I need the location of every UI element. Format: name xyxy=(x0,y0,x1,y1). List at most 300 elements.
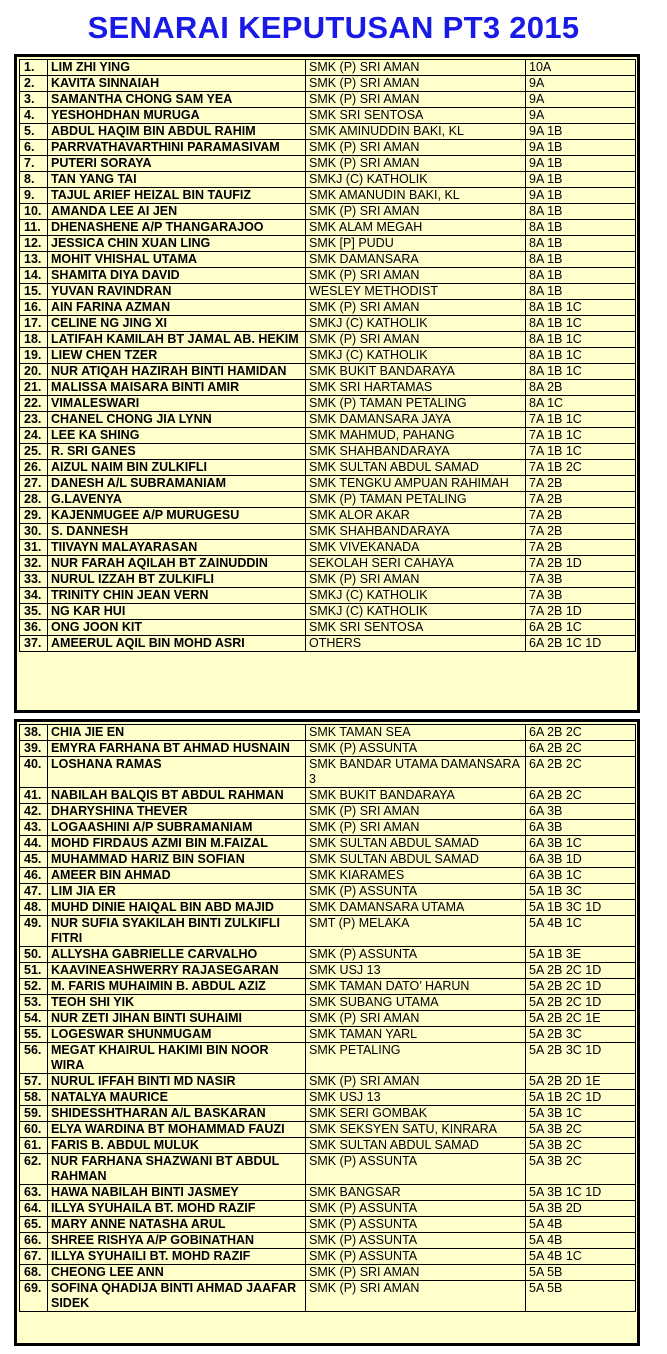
table-row xyxy=(20,1265,636,1281)
student-name: DHARYSHINA THEVER xyxy=(48,804,306,820)
exam-result: 7A 2B xyxy=(526,492,636,508)
table-row xyxy=(20,380,636,396)
exam-result: 7A 1B 1C xyxy=(526,444,636,460)
student-name: AMANDA LEE AI JEN xyxy=(48,204,306,220)
school-name: SMK SHAHBANDARAYA xyxy=(306,524,526,540)
table-row xyxy=(20,1122,636,1138)
table-row xyxy=(20,1281,636,1312)
student-name: CHANEL CHONG JIA LYNN xyxy=(48,412,306,428)
student-name: SHAMITA DIYA DAVID xyxy=(48,268,306,284)
row-number: 20. xyxy=(20,364,48,380)
school-name: SMK (P) ASSUNTA xyxy=(306,1217,526,1233)
school-name: SMK (P) SRI AMAN xyxy=(306,1281,526,1312)
row-number: 56. xyxy=(20,1043,48,1074)
table-row xyxy=(20,804,636,820)
table-row xyxy=(20,460,636,476)
school-name: SMK (P) TAMAN PETALING xyxy=(306,396,526,412)
exam-result: 6A 2B 2C xyxy=(526,788,636,804)
exam-result: 6A 2B 2C xyxy=(526,725,636,741)
student-name: NUR ATIQAH HAZIRAH BINTI HAMIDAN xyxy=(48,364,306,380)
table-row xyxy=(20,444,636,460)
row-number: 26. xyxy=(20,460,48,476)
table-row xyxy=(20,428,636,444)
school-name: SMK SULTAN ABDUL SAMAD xyxy=(306,1138,526,1154)
row-number: 60. xyxy=(20,1122,48,1138)
row-number: 18. xyxy=(20,332,48,348)
school-name: OTHERS xyxy=(306,636,526,652)
row-number: 16. xyxy=(20,300,48,316)
school-name: SMK BUKIT BANDARAYA xyxy=(306,364,526,380)
exam-result: 5A 2B 2D 1E xyxy=(526,1074,636,1090)
exam-result: 5A 2B 2C 1E xyxy=(526,1011,636,1027)
table-row xyxy=(20,636,636,652)
table-row xyxy=(20,220,636,236)
exam-result: 5A 2B 2C 1D xyxy=(526,995,636,1011)
row-number: 68. xyxy=(20,1265,48,1281)
table-row xyxy=(20,268,636,284)
table-row xyxy=(20,836,636,852)
student-name: AMEERUL AQIL BIN MOHD ASRI xyxy=(48,636,306,652)
table-row xyxy=(20,284,636,300)
exam-result: 5A 2B 2C 1D xyxy=(526,979,636,995)
row-number: 35. xyxy=(20,604,48,620)
student-name: AIZUL NAIM BIN ZULKIFLI xyxy=(48,460,306,476)
exam-result: 8A 1B xyxy=(526,252,636,268)
exam-result: 5A 2B 3C 1D xyxy=(526,1043,636,1074)
school-name: SMK (P) SRI AMAN xyxy=(306,156,526,172)
student-name: NABILAH BALQIS BT ABDUL RAHMAN xyxy=(48,788,306,804)
row-number: 52. xyxy=(20,979,48,995)
school-name: SMK SHAHBANDARAYA xyxy=(306,444,526,460)
exam-result: 7A 2B 1D xyxy=(526,556,636,572)
school-name: SMK PETALING xyxy=(306,1043,526,1074)
student-name: G.LAVENYA xyxy=(48,492,306,508)
table-row xyxy=(20,1185,636,1201)
row-number: 43. xyxy=(20,820,48,836)
results-table-part-1 xyxy=(14,54,640,713)
table-row xyxy=(20,900,636,916)
school-name: SMK (P) ASSUNTA xyxy=(306,947,526,963)
student-name: MUHD DINIE HAIQAL BIN ABD MAJID xyxy=(48,900,306,916)
school-name: SMK USJ 13 xyxy=(306,1090,526,1106)
exam-result: 9A 1B xyxy=(526,156,636,172)
exam-result: 6A 2B 1C 1D xyxy=(526,636,636,652)
exam-result: 8A 1B 1C xyxy=(526,316,636,332)
exam-result: 5A 4B xyxy=(526,1217,636,1233)
table-row xyxy=(20,76,636,92)
student-name: NATALYA MAURICE xyxy=(48,1090,306,1106)
student-name: MUHAMMAD HARIZ BIN SOFIAN xyxy=(48,852,306,868)
student-name: MOHIT VHISHAL UTAMA xyxy=(48,252,306,268)
school-name: SMKJ (C) KATHOLIK xyxy=(306,172,526,188)
row-number: 45. xyxy=(20,852,48,868)
school-name: SMK ALAM MEGAH xyxy=(306,220,526,236)
exam-result: 7A 3B xyxy=(526,588,636,604)
row-number: 62. xyxy=(20,1154,48,1185)
student-name: TIIVAYN MALAYARASAN xyxy=(48,540,306,556)
student-name: TEOH SHI YIK xyxy=(48,995,306,1011)
exam-result: 7A 1B 1C xyxy=(526,428,636,444)
school-name: SMK (P) SRI AMAN xyxy=(306,1265,526,1281)
results-table-1 xyxy=(19,59,636,652)
row-number: 14. xyxy=(20,268,48,284)
student-name: CHIA JIE EN xyxy=(48,725,306,741)
row-number: 58. xyxy=(20,1090,48,1106)
school-name: SMK (P) SRI AMAN xyxy=(306,140,526,156)
school-name: SMK AMANUDIN BAKI, KL xyxy=(306,188,526,204)
table-row xyxy=(20,556,636,572)
student-name: SHREE RISHYA A/P GOBINATHAN xyxy=(48,1233,306,1249)
student-name: TAJUL ARIEF HEIZAL BIN TAUFIZ xyxy=(48,188,306,204)
row-number: 54. xyxy=(20,1011,48,1027)
exam-result: 5A 3B 2C xyxy=(526,1122,636,1138)
row-number: 25. xyxy=(20,444,48,460)
school-name: SMK SRI SENTOSA xyxy=(306,108,526,124)
school-name: SMK [P] PUDU xyxy=(306,236,526,252)
row-number: 28. xyxy=(20,492,48,508)
table-row xyxy=(20,92,636,108)
exam-result: 8A 1B xyxy=(526,220,636,236)
student-name: NUR FARAH AQILAH BT ZAINUDDIN xyxy=(48,556,306,572)
table-row xyxy=(20,947,636,963)
row-number: 4. xyxy=(20,108,48,124)
row-number: 31. xyxy=(20,540,48,556)
exam-result: 5A 4B 1C xyxy=(526,916,636,947)
row-number: 33. xyxy=(20,572,48,588)
row-number: 66. xyxy=(20,1233,48,1249)
student-name: NUR ZETI JIHAN BINTI SUHAIMI xyxy=(48,1011,306,1027)
exam-result: 7A 2B 1D xyxy=(526,604,636,620)
table-row xyxy=(20,204,636,220)
row-number: 19. xyxy=(20,348,48,364)
row-number: 6. xyxy=(20,140,48,156)
exam-result: 9A 1B xyxy=(526,124,636,140)
table-row xyxy=(20,1154,636,1185)
student-name: LOGESWAR SHUNMUGAM xyxy=(48,1027,306,1043)
student-name: NUR SUFIA SYAKILAH BINTI ZULKIFLI FITRI xyxy=(48,916,306,947)
table-row xyxy=(20,156,636,172)
student-name: TRINITY CHIN JEAN VERN xyxy=(48,588,306,604)
school-name: SMK BUKIT BANDARAYA xyxy=(306,788,526,804)
school-name: SMK SULTAN ABDUL SAMAD xyxy=(306,852,526,868)
table-row xyxy=(20,995,636,1011)
student-name: CHEONG LEE ANN xyxy=(48,1265,306,1281)
student-name: ILLYA SYUHAILA BT. MOHD RAZIF xyxy=(48,1201,306,1217)
student-name: NG KAR HUI xyxy=(48,604,306,620)
school-name: SMK (P) SRI AMAN xyxy=(306,60,526,76)
row-number: 27. xyxy=(20,476,48,492)
row-number: 2. xyxy=(20,76,48,92)
row-number: 59. xyxy=(20,1106,48,1122)
student-name: LATIFAH KAMILAH BT JAMAL AB. HEKIM xyxy=(48,332,306,348)
exam-result: 5A 4B xyxy=(526,1233,636,1249)
table-row xyxy=(20,1074,636,1090)
row-number: 48. xyxy=(20,900,48,916)
row-number: 1. xyxy=(20,60,48,76)
school-name: SMK TENGKU AMPUAN RAHIMAH xyxy=(306,476,526,492)
student-name: LOGAASHINI A/P SUBRAMANIAM xyxy=(48,820,306,836)
school-name: SMK (P) SRI AMAN xyxy=(306,204,526,220)
school-name: SMK TAMAN YARL xyxy=(306,1027,526,1043)
table-row xyxy=(20,60,636,76)
results-table-part-2 xyxy=(14,719,640,1346)
exam-result: 8A 1B xyxy=(526,268,636,284)
student-name: LEE KA SHING xyxy=(48,428,306,444)
student-name: YESHOHDHAN MURUGA xyxy=(48,108,306,124)
student-name: DHENASHENE A/P THANGARAJOO xyxy=(48,220,306,236)
exam-result: 5A 3B 2D xyxy=(526,1201,636,1217)
student-name: NURUL IFFAH BINTI MD NASIR xyxy=(48,1074,306,1090)
exam-result: 5A 3B 2C xyxy=(526,1154,636,1185)
exam-result: 7A 2B xyxy=(526,476,636,492)
exam-result: 6A 2B 1C xyxy=(526,620,636,636)
table-row xyxy=(20,540,636,556)
school-name: SEKOLAH SERI CAHAYA xyxy=(306,556,526,572)
row-number: 49. xyxy=(20,916,48,947)
row-number: 42. xyxy=(20,804,48,820)
table-row xyxy=(20,316,636,332)
row-number: 23. xyxy=(20,412,48,428)
exam-result: 5A 2B 2C 1D xyxy=(526,963,636,979)
student-name: TAN YANG TAI xyxy=(48,172,306,188)
table-row xyxy=(20,1106,636,1122)
exam-result: 8A 1B xyxy=(526,284,636,300)
exam-result: 9A xyxy=(526,92,636,108)
exam-result: 5A 1B 3C 1D xyxy=(526,900,636,916)
student-name: CELINE NG JING XI xyxy=(48,316,306,332)
student-name: NURUL IZZAH BT ZULKIFLI xyxy=(48,572,306,588)
student-name: KAVITA SINNAIAH xyxy=(48,76,306,92)
student-name: LIM JIA ER xyxy=(48,884,306,900)
exam-result: 9A xyxy=(526,108,636,124)
row-number: 38. xyxy=(20,725,48,741)
student-name: SHIDESSHTHARAN A/L BASKARAN xyxy=(48,1106,306,1122)
row-number: 9. xyxy=(20,188,48,204)
exam-result: 5A 5B xyxy=(526,1281,636,1312)
school-name: SMK VIVEKANADA xyxy=(306,540,526,556)
school-name: SMK DAMANSARA UTAMA xyxy=(306,900,526,916)
school-name: SMK (P) ASSUNTA xyxy=(306,1154,526,1185)
table-row xyxy=(20,172,636,188)
row-number: 57. xyxy=(20,1074,48,1090)
student-name: MOHD FIRDAUS AZMI BIN M.FAIZAL xyxy=(48,836,306,852)
table-row xyxy=(20,588,636,604)
exam-result: 9A 1B xyxy=(526,188,636,204)
exam-result: 5A 1B 2C 1D xyxy=(526,1090,636,1106)
table-row xyxy=(20,852,636,868)
student-name: EMYRA FARHANA BT AHMAD HUSNAIN xyxy=(48,741,306,757)
student-name: PARRVATHAVARTHINI PARAMASIVAM xyxy=(48,140,306,156)
school-name: SMK ALOR AKAR xyxy=(306,508,526,524)
results-table-2 xyxy=(19,724,636,1312)
exam-result: 8A 1B xyxy=(526,204,636,220)
school-name: SMK (P) ASSUNTA xyxy=(306,1201,526,1217)
student-name: DANESH A/L SUBRAMANIAM xyxy=(48,476,306,492)
student-name: FARIS B. ABDUL MULUK xyxy=(48,1138,306,1154)
table-row xyxy=(20,300,636,316)
exam-result: 5A 4B 1C xyxy=(526,1249,636,1265)
student-name: VIMALESWARI xyxy=(48,396,306,412)
exam-result: 6A 3B 1D xyxy=(526,852,636,868)
row-number: 36. xyxy=(20,620,48,636)
exam-result: 7A 3B xyxy=(526,572,636,588)
student-name: KAAVINEASHWERRY RAJASEGARAN xyxy=(48,963,306,979)
table-row xyxy=(20,508,636,524)
student-name: ILLYA SYUHAILI BT. MOHD RAZIF xyxy=(48,1249,306,1265)
row-number: 64. xyxy=(20,1201,48,1217)
table-row xyxy=(20,1090,636,1106)
student-name: R. SRI GANES xyxy=(48,444,306,460)
school-name: SMKJ (C) KATHOLIK xyxy=(306,604,526,620)
table-row xyxy=(20,476,636,492)
row-number: 53. xyxy=(20,995,48,1011)
school-name: SMK SUBANG UTAMA xyxy=(306,995,526,1011)
student-name: JESSICA CHIN XUAN LING xyxy=(48,236,306,252)
table-row xyxy=(20,741,636,757)
row-number: 55. xyxy=(20,1027,48,1043)
school-name: SMK SERI GOMBAK xyxy=(306,1106,526,1122)
table-row xyxy=(20,788,636,804)
row-number: 47. xyxy=(20,884,48,900)
table-row xyxy=(20,524,636,540)
school-name: SMK SEKSYEN SATU, KINRARA xyxy=(306,1122,526,1138)
exam-result: 8A 1B 1C xyxy=(526,348,636,364)
table-row xyxy=(20,963,636,979)
school-name: SMK BANDAR UTAMA DAMANSARA 3 xyxy=(306,757,526,788)
school-name: SMK TAMAN SEA xyxy=(306,725,526,741)
student-name: LOSHANA RAMAS xyxy=(48,757,306,788)
student-name: LIEW CHEN TZER xyxy=(48,348,306,364)
row-number: 8. xyxy=(20,172,48,188)
table-row xyxy=(20,1201,636,1217)
exam-result: 5A 1B 3C xyxy=(526,884,636,900)
table-row xyxy=(20,572,636,588)
exam-result: 8A 1B 1C xyxy=(526,300,636,316)
row-number: 65. xyxy=(20,1217,48,1233)
exam-result: 7A 2B xyxy=(526,508,636,524)
table-row xyxy=(20,1043,636,1074)
row-number: 12. xyxy=(20,236,48,252)
row-number: 22. xyxy=(20,396,48,412)
school-name: SMT (P) MELAKA xyxy=(306,916,526,947)
school-name: SMK (P) SRI AMAN xyxy=(306,804,526,820)
row-number: 61. xyxy=(20,1138,48,1154)
student-name: SOFINA QHADIJA BINTI AHMAD JAAFAR SIDEK xyxy=(48,1281,306,1312)
row-number: 7. xyxy=(20,156,48,172)
table-row xyxy=(20,820,636,836)
table-row xyxy=(20,725,636,741)
exam-result: 8A 1C xyxy=(526,396,636,412)
student-name: PUTERI SORAYA xyxy=(48,156,306,172)
row-number: 10. xyxy=(20,204,48,220)
school-name: SMK DAMANSARA JAYA xyxy=(306,412,526,428)
student-name: MEGAT KHAIRUL HAKIMI BIN NOOR WIRA xyxy=(48,1043,306,1074)
table-row xyxy=(20,884,636,900)
exam-result: 10A xyxy=(526,60,636,76)
school-name: SMK (P) SRI AMAN xyxy=(306,332,526,348)
student-name: ELYA WARDINA BT MOHAMMAD FAUZI xyxy=(48,1122,306,1138)
student-name: LIM ZHI YING xyxy=(48,60,306,76)
row-number: 63. xyxy=(20,1185,48,1201)
table-row xyxy=(20,1249,636,1265)
school-name: SMK SULTAN ABDUL SAMAD xyxy=(306,836,526,852)
row-number: 32. xyxy=(20,556,48,572)
exam-result: 7A 1B 2C xyxy=(526,460,636,476)
student-name: S. DANNESH xyxy=(48,524,306,540)
exam-result: 9A xyxy=(526,76,636,92)
table-row xyxy=(20,364,636,380)
school-name: SMKJ (C) KATHOLIK xyxy=(306,316,526,332)
exam-result: 5A 3B 1C xyxy=(526,1106,636,1122)
row-number: 15. xyxy=(20,284,48,300)
school-name: SMK (P) TAMAN PETALING xyxy=(306,492,526,508)
student-name: ALLYSHA GABRIELLE CARVALHO xyxy=(48,947,306,963)
row-number: 51. xyxy=(20,963,48,979)
exam-result: 8A 1B xyxy=(526,236,636,252)
school-name: SMK (P) SRI AMAN xyxy=(306,92,526,108)
row-number: 3. xyxy=(20,92,48,108)
student-name: M. FARIS MUHAIMIN B. ABDUL AZIZ xyxy=(48,979,306,995)
school-name: SMKJ (C) KATHOLIK xyxy=(306,348,526,364)
row-number: 5. xyxy=(20,124,48,140)
exam-result: 7A 1B 1C xyxy=(526,412,636,428)
exam-result: 5A 3B 2C xyxy=(526,1138,636,1154)
exam-result: 5A 3B 1C 1D xyxy=(526,1185,636,1201)
student-name: YUVAN RAVINDRAN xyxy=(48,284,306,300)
exam-result: 8A 2B xyxy=(526,380,636,396)
row-number: 21. xyxy=(20,380,48,396)
exam-result: 9A 1B xyxy=(526,140,636,156)
row-number: 44. xyxy=(20,836,48,852)
school-name: SMK DAMANSARA xyxy=(306,252,526,268)
exam-result: 6A 2B 2C xyxy=(526,741,636,757)
student-name: SAMANTHA CHONG SAM YEA xyxy=(48,92,306,108)
school-name: SMK SRI SENTOSA xyxy=(306,620,526,636)
table-row xyxy=(20,188,636,204)
exam-result: 8A 1B 1C xyxy=(526,332,636,348)
row-number: 39. xyxy=(20,741,48,757)
school-name: SMK (P) SRI AMAN xyxy=(306,76,526,92)
table-row xyxy=(20,108,636,124)
student-name: NUR FARHANA SHAZWANI BT ABDUL RAHMAN xyxy=(48,1154,306,1185)
row-number: 11. xyxy=(20,220,48,236)
exam-result: 7A 2B xyxy=(526,524,636,540)
table-row xyxy=(20,332,636,348)
row-number: 24. xyxy=(20,428,48,444)
table-row xyxy=(20,1027,636,1043)
exam-result: 9A 1B xyxy=(526,172,636,188)
exam-result: 6A 3B 1C xyxy=(526,868,636,884)
page-title: SENARAI KEPUTUSAN PT3 2015 xyxy=(87,10,580,45)
row-number: 34. xyxy=(20,588,48,604)
table-row xyxy=(20,604,636,620)
table-row xyxy=(20,979,636,995)
row-number: 69. xyxy=(20,1281,48,1312)
table-row xyxy=(20,1217,636,1233)
school-name: SMK TAMAN DATO’ HARUN xyxy=(306,979,526,995)
table-row xyxy=(20,1233,636,1249)
student-name: AMEER BIN AHMAD xyxy=(48,868,306,884)
table-row xyxy=(20,757,636,788)
exam-result: 8A 1B 1C xyxy=(526,364,636,380)
table-row xyxy=(20,1138,636,1154)
row-number: 67. xyxy=(20,1249,48,1265)
table-row xyxy=(20,252,636,268)
exam-result: 6A 3B xyxy=(526,804,636,820)
student-name: HAWA NABILAH BINTI JASMEY xyxy=(48,1185,306,1201)
school-name: WESLEY METHODIST xyxy=(306,284,526,300)
school-name: SMK (P) SRI AMAN xyxy=(306,300,526,316)
